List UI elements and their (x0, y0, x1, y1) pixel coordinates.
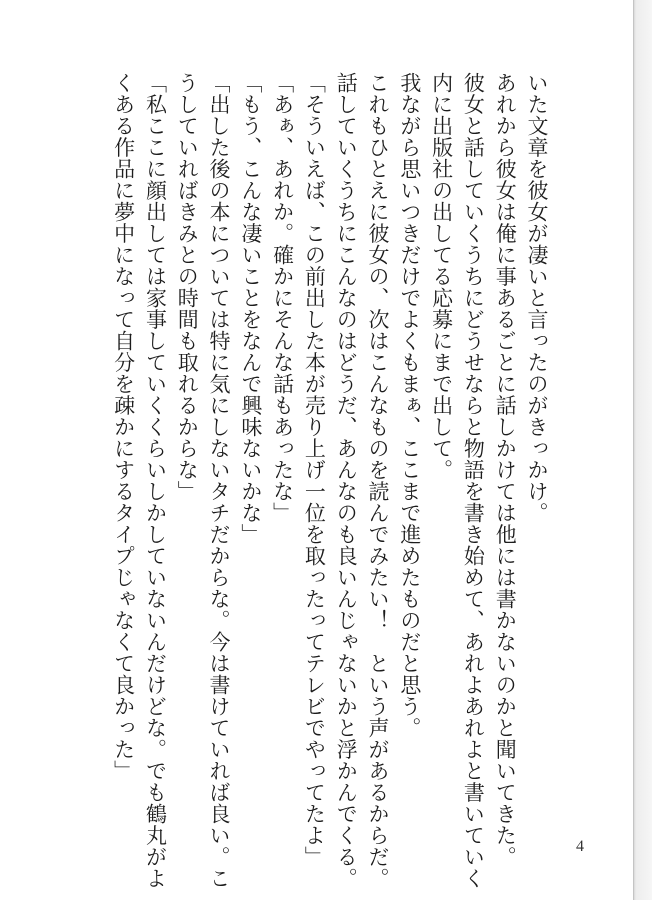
text-line: いた文章を彼女が凄いと言ったのがきっかけ。 (525, 72, 549, 524)
page-edge (633, 0, 652, 900)
text-line: 「私ここに顔出しては家事していくくらいしかしていないんだけどな。でも鶴丸がよ (143, 72, 168, 889)
text-line: 我ながら思いつきだけでよくもまぁ、ここまで進めたものだと思う。 (397, 72, 422, 739)
text-line: あれから彼女は俺に事あるごとに話しかけては他には書かないのかと聞いてきた。 (493, 72, 518, 868)
text-line: 話していくうちにこんなのはどうだ、あんなのも良いんじゃないかと浮かんでくる。 (334, 72, 359, 889)
text-line: うしていればきみとの時間も取れるからな」 (175, 72, 200, 502)
vertical-text-body (107, 72, 552, 889)
text-line: 「もう、こんな凄いことをなんで興味ないかな」 (238, 72, 263, 545)
text-line: くある作品に夢中になって自分を疎かにするタイプじゃなくて良かった」 (111, 72, 136, 782)
text-line: これもひとえに彼女の、次はこんなものを読んでみたい！ という声があるからだ。 (366, 72, 391, 889)
text-line: 「出した後の本については特に気にしないタチだからな。今は書けていれば良い。こ (207, 72, 232, 889)
text-line: 「あぁ、あれか。確かにそんな話もあったな」 (270, 72, 295, 524)
text-line: 彼女と話していくうちにどうせならと物語を書き始めて、あれよあれよと書いていく (461, 72, 486, 889)
text-line: 内に出版社の出してる応募にまで出して。 (429, 72, 454, 481)
page-number: 4 (576, 838, 584, 855)
text-line: 「そういえば、この前出した本が売り上げ一位を取ったってテレビでやってたよ」 (302, 72, 327, 868)
